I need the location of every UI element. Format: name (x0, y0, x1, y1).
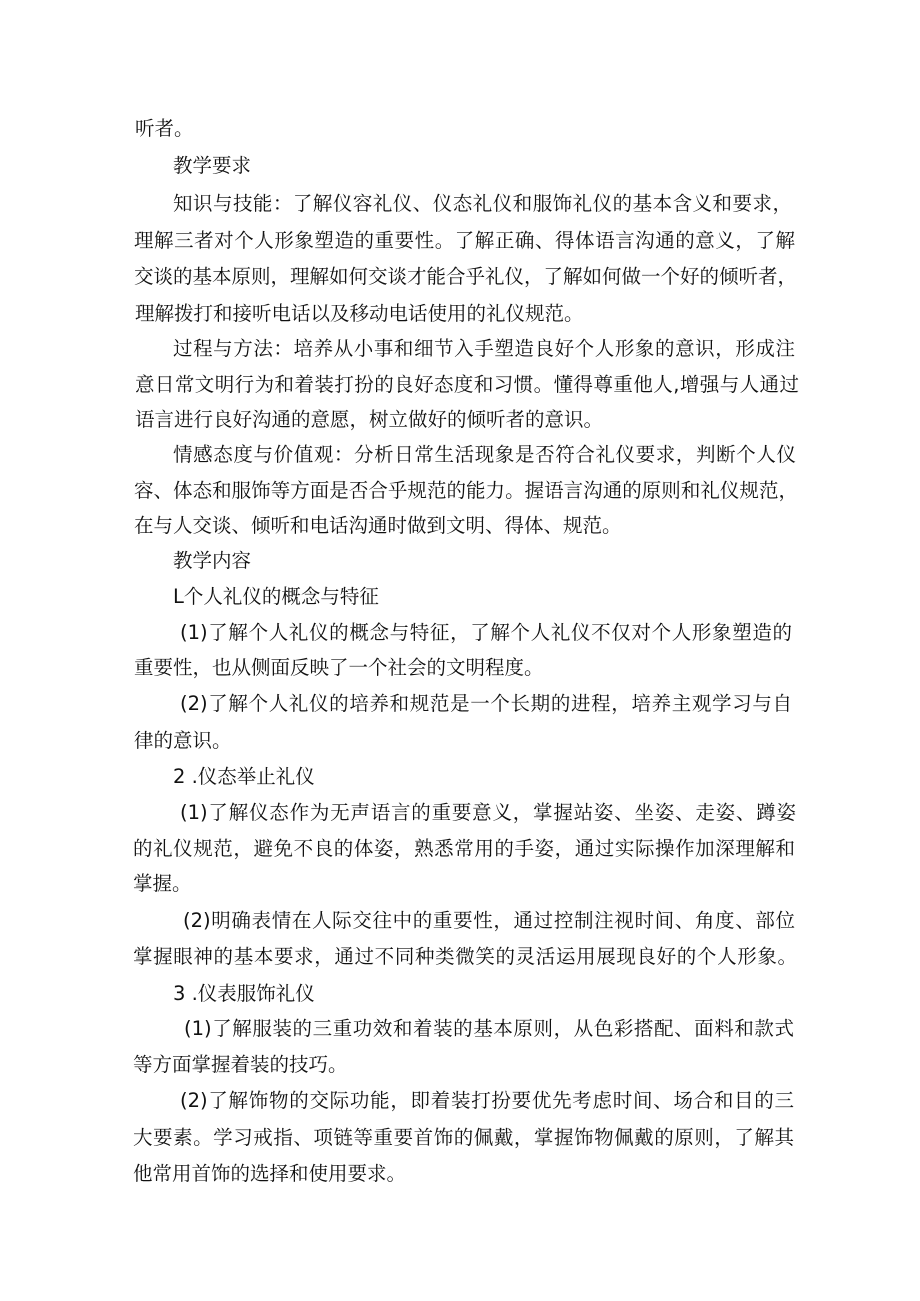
text-line: 语言进行良好沟通的意愿，树立做好的倾听者的意识。 (135, 408, 604, 431)
text-line: 在与人交谈、倾听和电话沟通时做到文明、得体、规范。 (134, 514, 622, 537)
text-line: 大要素。学习戒指、项链等重要首饰的佩戴，掌握饰物佩戴的原则，了解其 (133, 1126, 794, 1149)
text-line: 掌握。 (133, 872, 192, 895)
text-line-process-methods: 过程与方法：培养从小事和细节入手塑造良好个人形象的意识，形成注 (173, 337, 795, 360)
text-line: 掌握眼神的基本要求，通过不同种类微笑的灵活运用展现良好的个人形象。 (133, 945, 797, 968)
text-line: 的礼仪规范，避免不良的体姿，熟悉常用的手姿，通过实际操作加深理解和 (133, 837, 795, 860)
text-line-continuation: 听者。 (135, 117, 194, 140)
text-line: 理解拨打和接听电话以及移动电话使用的礼仪规范。 (135, 302, 584, 325)
list-item-3-1: (1)了解服装的三重功效和着装的基本原则，从色彩搭配、面料和款式 (184, 1017, 794, 1040)
text-line-knowledge-skills: 知识与技能：了解仪容礼仪、仪态礼仪和服饰礼仪的基本含义和要求， (173, 192, 792, 215)
section-heading-3: 3 .仪表服饰礼仪 (173, 982, 315, 1005)
text-line: 容、体态和服饰等方面是否合乎规范的能力。握语言沟通的原则和礼仪规范， (134, 479, 798, 502)
section-heading-2: 2 .仪态举止礼仪 (173, 765, 315, 788)
text-line: 交谈的基本原则，理解如何交谈才能合乎礼仪，了解如何做一个好的倾听者， (134, 265, 798, 288)
list-item-3-2: (2)了解饰物的交际功能，即着装打扮要优先考虑时间、场合和目的三 (180, 1089, 794, 1112)
list-item-2-2: (2)明确表情在人际交往中的重要性，通过控制注视时间、角度、部位 (183, 909, 795, 932)
section-heading-1: L个人礼仪的概念与特征 (173, 585, 379, 608)
heading-teaching-requirements: 教学要求 (173, 154, 252, 177)
list-item-1-1: (1)了解个人礼仪的概念与特征，了解个人礼仪不仅对个人形象塑造的 (180, 621, 792, 644)
text-line-emotion-values: 情感态度与价值观：分析日常生活现象是否符合礼仪要求，判断个人仪 (173, 443, 796, 466)
text-line: 理解三者对个人形象塑造的重要性。了解正确、得体语言沟通的意义，了解 (134, 229, 795, 252)
text-line: 意日常文明行为和着装打扮的良好态度和习惯。懂得尊重他人,增强与人通过 (135, 373, 799, 396)
list-item-2-1: (1)了解仪态作为无声语言的重要意义，掌握站姿、坐姿、走姿、蹲姿 (180, 801, 796, 824)
text-line: 他常用首饰的选择和使用要求。 (133, 1162, 407, 1185)
text-line: 律的意识。 (134, 729, 232, 752)
list-item-1-2: (2)了解个人礼仪的培养和规范是一个长期的进程，培养主观学习与自 (180, 692, 792, 715)
heading-teaching-content: 教学内容 (173, 549, 252, 572)
text-line: 等方面掌握着装的技巧。 (133, 1053, 348, 1076)
text-line: 重要性，也从侧面反映了一个社会的文明程度。 (134, 656, 544, 679)
